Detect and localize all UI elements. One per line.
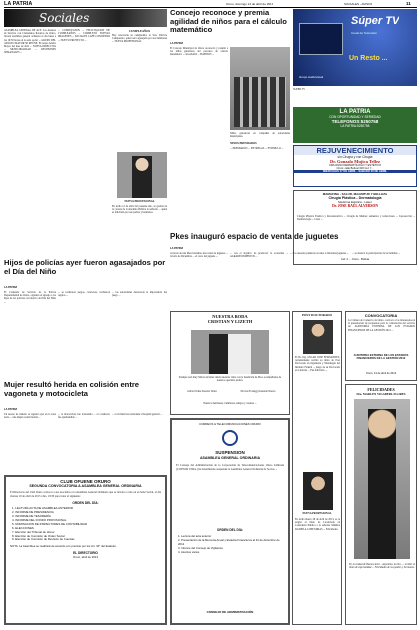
policia-body-1: El Comando de Servicio de la Policía Departamental de Oruro, organizó el agasajo a los hijos de los policías con motivo del Día del Niño ... bbox=[4, 291, 56, 304]
convocatoria-sub: AUDITORÍA EXTERNA DE LOS ESTADOS FINANCIEROS DE LA GESTIÓN 2012 bbox=[353, 354, 409, 361]
post-doc-title: POST DOCTORADO bbox=[301, 313, 333, 317]
cumpleanos-heading: CUMPLEAÑOS bbox=[128, 29, 151, 33]
super-tv-ad bbox=[293, 9, 417, 86]
mujer-body-3: ... la víctima fue trasladada al hospital general ... bbox=[112, 413, 163, 416]
photo-people bbox=[234, 77, 286, 127]
tv-brand: Súper TV bbox=[351, 15, 400, 27]
concejo-body-right: ... PREMIADOS ... ENTREGAS ... ESTIMULO ... bbox=[230, 147, 284, 150]
paper-name: LA PATRIA bbox=[4, 1, 33, 7]
concejo-headline: Concejo reconoce y premia agilidad de niños para el cálculo matemático bbox=[170, 9, 287, 35]
concejo-photo bbox=[230, 47, 290, 130]
sociales-banner bbox=[4, 9, 167, 27]
coteor-subheader: ASAMBLEA GENERAL ORDINARIA bbox=[199, 456, 261, 460]
felicidades-box bbox=[345, 384, 417, 625]
wedding-caption: Siempre será muy Siñora de haber unido nuestras vidas con la bendición de Dios, acompañados de nuestros queridos padres. bbox=[178, 376, 282, 383]
rejuv-contact: Oruro: calle Bolívar 620 Cel: 7... bbox=[336, 167, 374, 170]
policia-body-2: ... se realizaron juegos, concursos, recibieron regalos ... bbox=[58, 291, 110, 298]
coteor-order-list bbox=[178, 534, 284, 554]
patria-ad-line2: CON OPORTUNIDAD Y SERIEDAD bbox=[329, 115, 381, 119]
wedding-names: CRISTIAN Y LIZETH bbox=[207, 319, 253, 324]
sociales-title: Sociales bbox=[39, 11, 90, 25]
wedding-parents-left: Gilbert Tellez Rosalía Tellez bbox=[187, 390, 217, 393]
sociales-col-3: Hoy renovarán su cumpleaños la Srta. Patricia Campuzano, quien será agasajada por sus familiares ... NUEVA PROFESIONAL bbox=[112, 34, 167, 44]
rejuv-ad bbox=[293, 145, 417, 187]
convocatoria-body: La Cámara de Comercio de Oruro, convoca a los interesados en la presentación de propuestas para la contratación del servicio de: AUDITORÍA EXTERNA DE LOS ESTADOS FINANCIEROS DE LA GESTIÓN 2012 ... bbox=[348, 319, 415, 332]
coteor-label: CORREOS & TELECOMUNICACIONES ORURO bbox=[199, 422, 261, 426]
club-order-item: 7. Elección del Tribunal de Honor bbox=[12, 529, 55, 534]
rejuv-doctor: Dr. Gonzalo Mujica Tellez bbox=[329, 159, 381, 164]
tv-screen-icon bbox=[299, 23, 343, 55]
club-notice bbox=[4, 475, 167, 625]
pkes-body-1: A través de una Pkes lanzamos una venta de juguetes ... la feria de Diciembre ... el costo del juguete ... bbox=[170, 252, 228, 259]
rejuv-title: REJUVENECIMIENTO bbox=[294, 146, 416, 155]
coteor-logo bbox=[222, 430, 238, 446]
mujer-headline: Mujer resultó herida en colisión entre vagoneta y motocicleta bbox=[4, 381, 140, 398]
rejuv-subtitle: sin Cirugía y con Cirugía bbox=[337, 155, 373, 159]
club-order-item: 9. Elección de Comisión de Revisión de Cuentas bbox=[12, 537, 75, 542]
club-order-item: 5. NOMINACION DE INSPECTORES DE CONTABILIDAD bbox=[12, 521, 88, 526]
club-order-item: 2. INFORME DE PRESIDENCIA bbox=[12, 510, 54, 515]
graduate-2-caption: NUEVA PROFESIONAL bbox=[302, 512, 332, 515]
photo-couple bbox=[209, 334, 251, 374]
convocatoria-sign: Oruro, 14 de abril de 2013 bbox=[365, 372, 397, 375]
club-order-item: 4. INFORME DEL FONDO PROVISIONAL bbox=[12, 517, 67, 522]
coteor-notice bbox=[170, 418, 290, 625]
concejo-section-label: LA PATRIA bbox=[170, 42, 184, 45]
page-number: 11 bbox=[406, 1, 411, 6]
club-note: NOTA: La Asamblea se realizará de acuerdo a lo previsto por los Art. 34° del Estatuto. bbox=[10, 544, 117, 549]
masthead-date: Oruro, domingo 14 de abril de 2013 bbox=[226, 2, 274, 6]
wedding-bottom-text: Nuestros hermanos, familiares, amigos y cuantos ... bbox=[203, 402, 257, 405]
club-order-item: 3. INFORME DE TESORERÍA bbox=[12, 514, 51, 518]
post-doc-body: El Dr. Ing. OSCAR JOSE FERNANDEZ, recientemente recibió su título de Post Doctorado en Ingeniería y Metalurgia del Instituto Federal ... luego de su Doctorado en Ciencias ... Fue felicitado ... bbox=[295, 356, 340, 372]
coteor-signature: CONSEJO DE ADMINISTRACIÓN bbox=[206, 610, 254, 614]
felicidades-name: Dra. MARLEN VIGABERL FLORES bbox=[356, 392, 406, 396]
post-doctorado bbox=[292, 311, 342, 625]
medical-title2: Cirugía Plástica - Dermatología bbox=[328, 196, 382, 200]
pkes-body-2: ... con el objetivo de promover la economía ... AGRADECIMIENTOS ... bbox=[230, 252, 288, 259]
mujer-body-1: Un suceso de tránsito se registró ayer en la zona norte ... una mujer resultó herida ... bbox=[4, 413, 56, 420]
policia-section-label: LA PATRIA bbox=[4, 286, 18, 289]
policia-body-3: ... las autoridades destacaron la importancia del juego ... bbox=[112, 291, 167, 298]
tv-text-strip: SÚPER TV bbox=[293, 88, 306, 91]
concejo-body-left: El Concejo Municipal de Oruro reconoció y premió a los niños ganadores del concurso de cálculo matemático ... AGASAJO ... HÁBITOS ... bbox=[170, 47, 228, 57]
patria-ad-line1: LA PATRIA bbox=[339, 109, 371, 115]
graduate-photo-2 bbox=[303, 472, 333, 510]
club-order-item: 1. LECTURA ACTA DE ASAMBLEA ANTERIOR bbox=[12, 506, 73, 511]
concejo-photo-caption: Niños ganadores en compañía de autoridades municipales. bbox=[230, 132, 290, 139]
concejo-subheading: NIÑOS PREMIADOS bbox=[230, 142, 257, 145]
medical-body: Cirugía Plástica Estética y Reconstructiva ... Cirugía de Mamas: aumentos y reducciones ... Liposucción ... Dermatología ... Láser ... bbox=[297, 215, 415, 222]
sociales-col-3b: En fecha 12 de abril del presente año, se graduó de la carrera de Contaduría Pública la señorita ... quien es felicitada por sus padres y hermanos. bbox=[112, 205, 167, 215]
sociales-col-2: ... CUMPLEAÑOS ... FELICITACIÓN DE CUMPLEAÑOS ... COMPLETÓ NUEVAS IMAGENES ... SOCIALES CAFÉ CONCIERTO ... NUEVO PROYECTO ... bbox=[58, 29, 110, 42]
club-order-list bbox=[12, 507, 159, 542]
sociales-col-1: ASAMBLEA GENERAL DE ACF. Los Ateneos de Servicio con Ciudadanos Rotarios de Oruro, llevará asamblea general ordinaria el día lunes a las 19:30 horas en la sede social ... GRUPO DEL ADULTO MAYOR SE REÚNE. El Grupo Adulto Mayor del mes de abril ... NUEVA DIRECTIVA ... MUNICIPALIDAD ... REUNIONES SEMANALES ... bbox=[4, 29, 56, 55]
coteor-order-item: 2. Presentación de la Memoria Anual y Estados Financieros al 31 de diciembre de 2012 bbox=[178, 538, 280, 546]
tv-show-title: Un Resto ... bbox=[349, 55, 388, 62]
club-place: Oruro, abril de 2013 bbox=[73, 555, 98, 560]
wedding-photo bbox=[191, 330, 269, 374]
felicidades-photo bbox=[354, 399, 410, 559]
felicidades-title: FELICIDADES bbox=[367, 387, 395, 392]
felicidades-body: En la ciudad de Buenos Aires - Argentina, la Dra. ... recibió su título de especialidad ... Felicidades de sus padres y hermanos. bbox=[349, 563, 415, 570]
post-doc-photo bbox=[303, 320, 333, 354]
medical-phones: Cel: 2 ... Oruro - Bolivia bbox=[341, 258, 369, 261]
photo-portrait-figure bbox=[132, 156, 152, 198]
masthead bbox=[4, 1, 417, 8]
club-order-title: ORDEN DEL DÍA: bbox=[72, 501, 99, 506]
club-order-item: 8. Elección de Comisión de Orden Social bbox=[12, 533, 65, 538]
mujer-body-2: ... la motocicleta fue trasladada ... el conductor fue aprehendido ... bbox=[58, 413, 110, 420]
club-title: CLUB OFUENE ORURO bbox=[60, 479, 111, 484]
wedding-announcement bbox=[170, 311, 290, 415]
patria-ad-line4: LA PATRIA:5250758 bbox=[340, 124, 370, 128]
mujer-section-label: LA PATRIA bbox=[4, 408, 18, 411]
coteor-order-title: ORDEN DEL DÍA: bbox=[216, 528, 244, 532]
club-order-item: 6. ELECCIONES bbox=[12, 525, 34, 530]
graduate-photo bbox=[117, 152, 167, 198]
coteor-order-item: 3. Informe del Consejo de Vigilancia bbox=[178, 546, 223, 550]
tv-group: Grupo Audiovisual bbox=[299, 75, 324, 79]
pkes-body-3: ... Los usuarios pudieron acceder a diferentes juguetes ... bbox=[290, 252, 349, 255]
wedding-parents-right: Nicolas Fornaggi Juanelle Nieves bbox=[240, 390, 276, 393]
photo-graduate-figure bbox=[368, 409, 396, 559]
rejuv-specialty: CIRUJANO DERMATÓLOGO Y ESTÉTICO bbox=[328, 164, 382, 167]
rejuv-dates: MIÉRCOLES 17 DE ABRIL - SÁBADO 20 DE ABRIL bbox=[294, 170, 416, 173]
pkes-body-4: ... se destacó la participación de las familias ... bbox=[352, 252, 401, 255]
club-subtitle: SEGUNDA CONVOCATORIA A ASAMBLEA GENERAL ORDINARIA bbox=[29, 484, 142, 488]
pkes-headline: Pkes inauguró espacio de venta de juguetes bbox=[170, 232, 339, 241]
wedding-title: NUESTRA BODA bbox=[212, 314, 248, 319]
convocatoria-wrapper bbox=[345, 311, 417, 381]
medical-doctor: Dr. JOSE RAÚL ALVERSON bbox=[332, 204, 378, 208]
pkes-section-label: LA PATRIA bbox=[170, 247, 184, 250]
coteor-order-item: 4. Asuntos varios bbox=[178, 550, 200, 554]
post-doc-body-2: En fecha marzo 28 de abril de 2013, se le asignó el título de Licenciada en Contaduría Pública a la señorita MARIA DANIELA COPE MIRAS ... Felicidades. bbox=[295, 518, 340, 531]
policia-headline: Hijos de policías ayer fueron agasajados por el Día del Niño bbox=[4, 259, 166, 276]
club-signature: EL DIRECTORIO bbox=[73, 551, 98, 556]
club-body: El Directorio del Club Oruro convoca a sus asociados a la Asamblea General Ordinaria que se llevará a cabo en su Sede Social, el día viernes 19 de abril de 2013 a hrs. 19:30 para tratar el siguiente: bbox=[10, 491, 161, 498]
medical-title1: MAMAFINA - SALUD, MAGNITUD Y BELLEZA bbox=[322, 192, 388, 196]
coteor-order-item: 1. Lectura del acta anterior bbox=[178, 534, 212, 538]
medical-title3: Medicina Estética - Láser bbox=[338, 200, 372, 204]
section-label: SOCIALES - AVISOS bbox=[344, 2, 373, 6]
convocatoria-title: CONVOCATORIA bbox=[364, 313, 398, 318]
tv-subtitle: Canal de Televisión bbox=[351, 31, 377, 35]
coteor-body: El Consejo del Administración de la Corporación de Telecomunicaciones Oruro Limitada (COTEOR LTDA.) ha determinado suspender la Asamblea General Ordinaria de Socios ... bbox=[176, 464, 284, 471]
coteor-header: SUSPENSION bbox=[215, 450, 245, 455]
patria-ad-line3: TELEFONOS:5250758 bbox=[331, 119, 379, 124]
la-patria-ad bbox=[293, 107, 417, 143]
graduate-caption: NUEVA PROFESIONAL bbox=[124, 200, 155, 203]
